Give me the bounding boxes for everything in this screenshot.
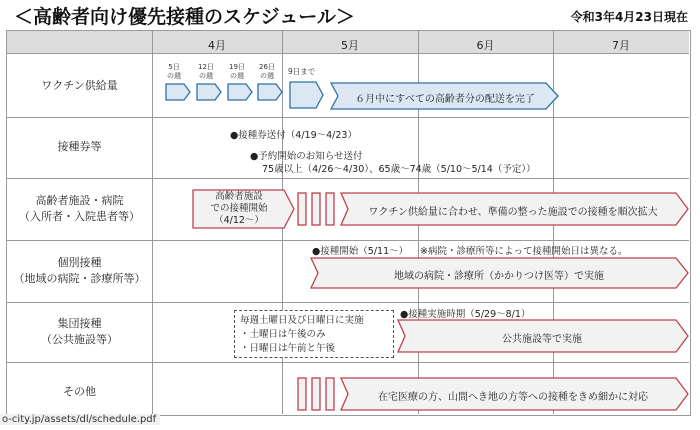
individual-start-note: ●接種開始（5/11～）	[312, 246, 409, 257]
facility-bar	[326, 193, 334, 225]
other-bar	[326, 378, 334, 410]
row-label-group-line2: （公共施設等）	[41, 333, 118, 346]
as-of-date: 令和3年4月23日現在	[570, 10, 688, 24]
supply-week-suffix: の週	[260, 72, 274, 80]
supply-arrow-text: ６月中にすべての高齢者分の配送を完了	[355, 94, 535, 105]
page-title: ＜高齢者向け優先接種のスケジュール＞	[14, 6, 355, 28]
supply-week-arrow	[197, 84, 221, 100]
ticket-age-schedule: 75歳以上（4/26～4/30）、65歳～74歳（5/10～5/14（予定））	[262, 164, 536, 175]
ticket-reservation-note: ●予約開始のお知らせ送付	[250, 151, 363, 162]
group-weekend-line1: 毎週土曜日及び日曜日に実施	[240, 315, 364, 326]
ticket-send-note: ●接種券送付（4/19～4/23）	[230, 130, 357, 141]
individual-arrow-text: 地域の病院・診療所（かかりつけ医等）で実施	[394, 271, 604, 282]
row-label-ticket: 接種券等	[57, 140, 102, 153]
supply-week-label	[226, 63, 248, 81]
supply-week-day: 19日	[229, 63, 245, 71]
row-label-individual-line1: 個別接種	[57, 256, 102, 269]
facility-start-line1: 高齢者施設	[215, 191, 263, 202]
supply-week-label	[195, 63, 217, 81]
supply-week-label	[256, 63, 278, 81]
group-period-note: ●接種実施時期（5/29～8/1）	[400, 309, 531, 320]
facility-bar	[312, 193, 320, 225]
month-header-july: 7月	[612, 39, 630, 52]
month-header-may: 5月	[341, 39, 359, 52]
individual-caveat-note: ※病院・診療所等によって接種開始日は異なる。	[420, 246, 628, 257]
facility-start-box	[195, 191, 283, 227]
supply-week-day: 5日	[168, 63, 180, 71]
supply-week-suffix: の週	[167, 72, 181, 80]
supply-week-day: 26日	[259, 63, 275, 71]
row-label-facility-line1: 高齢者施設・病院	[35, 194, 124, 207]
supply-week-arrow	[166, 84, 190, 100]
supply-week-day: 12日	[198, 63, 214, 71]
other-bar	[298, 378, 306, 410]
row-label-individual-line2: （地域の病院・診療所等）	[13, 272, 146, 285]
row-label-other: その他	[63, 385, 96, 398]
supply-week-suffix: の週	[199, 72, 213, 80]
supply-week-arrow	[258, 84, 282, 100]
row-label-supply: ワクチン供給量	[41, 79, 118, 92]
group-weekend-line3: ・日曜日は午前と午後	[240, 343, 336, 354]
other-bar	[312, 378, 320, 410]
supply-until-9: 9日まで	[288, 67, 316, 76]
supply-may-arrow	[290, 82, 323, 108]
facility-bar	[298, 193, 306, 225]
facility-arrow-text: ワクチン供給量に合わせ、準備の整った施設での接種を順次拡大	[368, 207, 658, 218]
facility-start-line2: での接種開始	[210, 203, 268, 214]
group-weekend-line2: ・土曜日は午後のみ	[240, 329, 326, 340]
supply-week-arrow	[228, 84, 252, 100]
facility-start-line3: （4/12～）	[214, 215, 264, 226]
group-arrow-text: 公共施設等で実施	[502, 334, 582, 345]
month-header-june: 6月	[476, 39, 495, 52]
supply-week-suffix: の週	[230, 72, 244, 80]
row-label-facility-line2: （入所者・入院患者等）	[19, 210, 140, 223]
supply-week-label	[163, 63, 185, 81]
month-header-april: 4月	[208, 39, 226, 52]
source-url[interactable]: o-city.jp/assets/dl/schedule.pdf	[0, 414, 160, 425]
row-label-group-line1: 集団接種	[57, 317, 102, 330]
other-arrow-text: 在宅医療の方、山間へき地の方等への接種をきめ細かに対応	[378, 392, 648, 403]
